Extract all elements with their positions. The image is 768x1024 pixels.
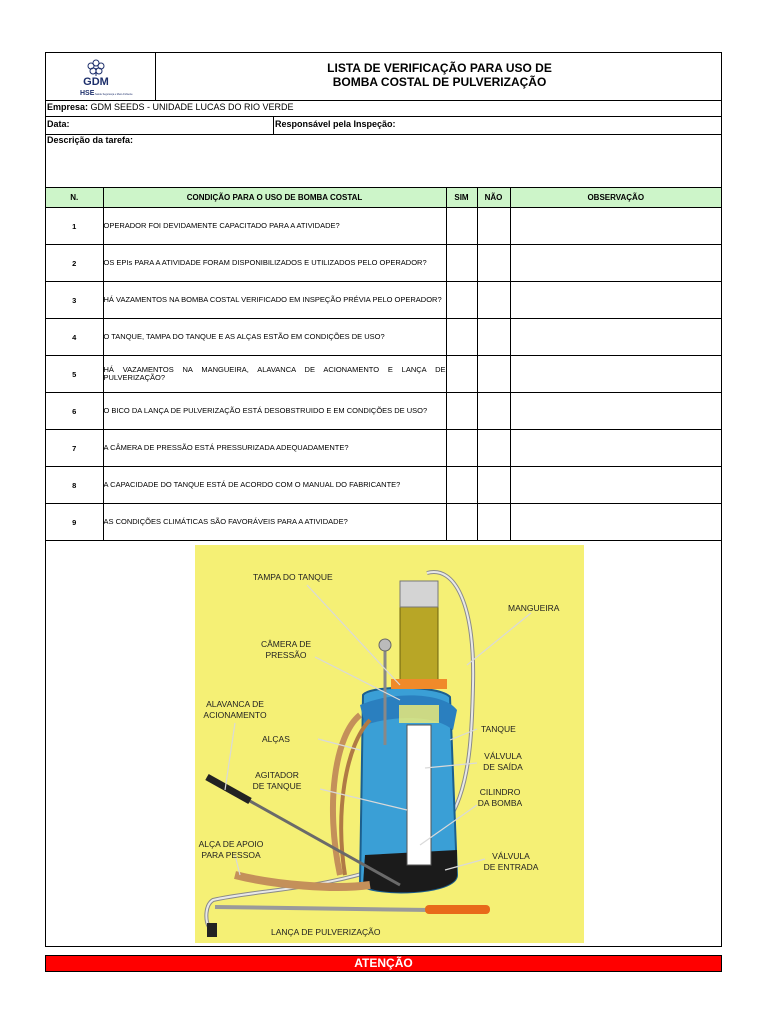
label-tampa: TAMPA DO TANQUE <box>253 572 333 582</box>
label-agitador-1: AGITADOR <box>255 770 299 780</box>
sim-cell[interactable] <box>446 504 477 541</box>
sim-cell[interactable] <box>446 319 477 356</box>
nao-cell[interactable] <box>477 245 510 282</box>
table-row <box>46 208 721 245</box>
descricao-label: Descrição da tarefa: <box>47 135 134 145</box>
col-header-condicao: CONDIÇÃO PARA O USO DE BOMBA COSTAL <box>103 188 446 208</box>
row-question: AS CONDIÇÕES CLIMÁTICAS SÃO FAVORÁVEIS PARA A ATIVIDADE? <box>103 504 446 541</box>
row-question: A CÂMERA DE PRESSÃO ESTÁ PRESSURIZADA ADEQUADAMENTE? <box>103 430 446 467</box>
data-label: Data: <box>47 119 70 129</box>
row-question: A CAPACIDADE DO TANQUE ESTÁ DE ACORDO COM O MANUAL DO FABRICANTE? <box>103 467 446 504</box>
sim-cell[interactable] <box>446 282 477 319</box>
logo-cell <box>46 53 156 100</box>
title-line-1: LISTA DE VERIFICAÇÃO PARA USO DE <box>327 61 552 75</box>
observacao-cell[interactable] <box>510 319 721 356</box>
row-number: 2 <box>46 245 103 282</box>
lance-shape <box>215 907 430 910</box>
table-row <box>46 504 721 541</box>
nao-cell[interactable] <box>477 356 510 393</box>
gdm-hse-logo <box>46 53 156 100</box>
table-row <box>46 319 721 356</box>
table-row <box>46 393 721 430</box>
lever-pivot <box>379 639 391 651</box>
divider <box>273 116 274 134</box>
sim-cell[interactable] <box>446 430 477 467</box>
empresa-label: Empresa: <box>47 102 89 112</box>
row-number: 1 <box>46 208 103 245</box>
observacao-cell[interactable] <box>510 430 721 467</box>
atencao-banner: ATENÇÃO <box>45 955 722 972</box>
table-row <box>46 282 721 319</box>
table-row <box>46 467 721 504</box>
logo-tagline: Saúde Segurança e Meio Ambiente <box>95 93 133 96</box>
row-number: 8 <box>46 467 103 504</box>
sim-cell[interactable] <box>446 208 477 245</box>
label-lanca: LANÇA DE PULVERIZAÇÃO <box>271 927 381 937</box>
nao-cell[interactable] <box>477 393 510 430</box>
row-question: OS EPIs PARA A ATIVIDADE FORAM DISPONIBILIZADOS E UTILIZADOS PELO OPERADOR? <box>103 245 446 282</box>
row-question: HÁ VAZAMENTOS NA MANGUEIRA, ALAVANCA DE ACIONAMENTO E LANÇA DE PULVERIZAÇÃO? <box>103 356 446 393</box>
sim-cell[interactable] <box>446 393 477 430</box>
nao-cell[interactable] <box>477 208 510 245</box>
col-header-nao: NÃO <box>477 188 510 208</box>
label-valvula-saida-1: VÁLVULA <box>484 751 522 761</box>
row-question: O TANQUE, TAMPA DO TANQUE E AS ALÇAS ESTÃO EM CONDIÇÕES DE USO? <box>103 319 446 356</box>
lever-handle <box>207 777 250 801</box>
label-alavanca-2: ACIONAMENTO <box>203 710 267 720</box>
row-question: OPERADOR FOI DEVIDAMENTE CAPACITADO PARA A ATIVIDADE? <box>103 208 446 245</box>
row-number: 9 <box>46 504 103 541</box>
label-alca-apoio-2: PARA PESSOA <box>201 850 261 860</box>
row-number: 3 <box>46 282 103 319</box>
logo-text: GDM <box>83 76 109 88</box>
title-line-2: BOMBA COSTAL DE PULVERIZAÇÃO <box>332 75 547 89</box>
pump-top-shape <box>400 581 438 607</box>
nao-cell[interactable] <box>477 467 510 504</box>
nao-cell[interactable] <box>477 282 510 319</box>
table-row <box>46 356 721 393</box>
label-alcas: ALÇAS <box>262 734 290 744</box>
lance-grip <box>425 905 490 914</box>
divider <box>46 134 721 135</box>
responsavel-label: Responsável pela Inspeção: <box>275 119 396 129</box>
label-tanque: TANQUE <box>481 724 516 734</box>
pump-cylinder-shape <box>407 725 431 865</box>
table-row <box>46 430 721 467</box>
sim-cell[interactable] <box>446 356 477 393</box>
label-cilindro-1: CILINDRO <box>479 787 521 797</box>
label-alavanca-1: ALAVANCA DE <box>206 699 264 709</box>
row-number: 5 <box>46 356 103 393</box>
table-header-row <box>46 188 721 208</box>
nao-cell[interactable] <box>477 504 510 541</box>
sim-cell[interactable] <box>446 245 477 282</box>
row-number: 7 <box>46 430 103 467</box>
label-alca-apoio-1: ALÇA DE APOIO <box>198 839 264 849</box>
label-valvula-saida-2: DE SAÍDA <box>483 762 523 772</box>
label-camera-2: PRESSÃO <box>265 650 307 660</box>
nao-cell[interactable] <box>477 319 510 356</box>
empresa-field <box>47 102 294 113</box>
observacao-cell[interactable] <box>510 356 721 393</box>
col-header-n: N. <box>46 188 103 208</box>
col-header-sim: SIM <box>446 188 477 208</box>
sprayer-diagram <box>195 545 584 943</box>
checklist-table <box>46 187 721 541</box>
observacao-cell[interactable] <box>510 282 721 319</box>
label-agitador-2: DE TANQUE <box>252 781 302 791</box>
row-number: 4 <box>46 319 103 356</box>
nao-cell[interactable] <box>477 430 510 467</box>
divider <box>46 100 721 101</box>
observacao-cell[interactable] <box>510 504 721 541</box>
sim-cell[interactable] <box>446 467 477 504</box>
logo-sub: HSE <box>80 90 95 97</box>
row-number: 6 <box>46 393 103 430</box>
table-row <box>46 245 721 282</box>
label-valvula-entrada-1: VÁLVULA <box>492 851 530 861</box>
pressure-chamber-shape <box>400 607 438 682</box>
label-cilindro-2: DA BOMBA <box>477 798 523 808</box>
observacao-cell[interactable] <box>510 245 721 282</box>
observacao-cell[interactable] <box>510 393 721 430</box>
page-title <box>156 61 723 89</box>
nozzle-shape <box>207 923 217 937</box>
divider <box>46 116 721 117</box>
label-mangueira: MANGUEIRA <box>508 603 560 613</box>
label-valvula-entrada-2: DE ENTRADA <box>483 862 539 872</box>
empresa-value: GDM SEEDS - UNIDADE LUCAS DO RIO VERDE <box>88 102 294 112</box>
col-header-observacao: OBSERVAÇÃO <box>510 188 721 208</box>
row-question: O BICO DA LANÇA DE PULVERIZAÇÃO ESTÁ DESOBSTRUIDO E EM CONDIÇÕES DE USO? <box>103 393 446 430</box>
checklist-form <box>45 52 722 947</box>
observacao-cell[interactable] <box>510 208 721 245</box>
label-camera-1: CÂMERA DE <box>260 639 312 649</box>
row-question: HÁ VAZAMENTOS NA BOMBA COSTAL VERIFICADO EM INSPEÇÃO PRÉVIA PELO OPERADOR? <box>103 282 446 319</box>
observacao-cell[interactable] <box>510 467 721 504</box>
chamber-window <box>399 705 439 723</box>
